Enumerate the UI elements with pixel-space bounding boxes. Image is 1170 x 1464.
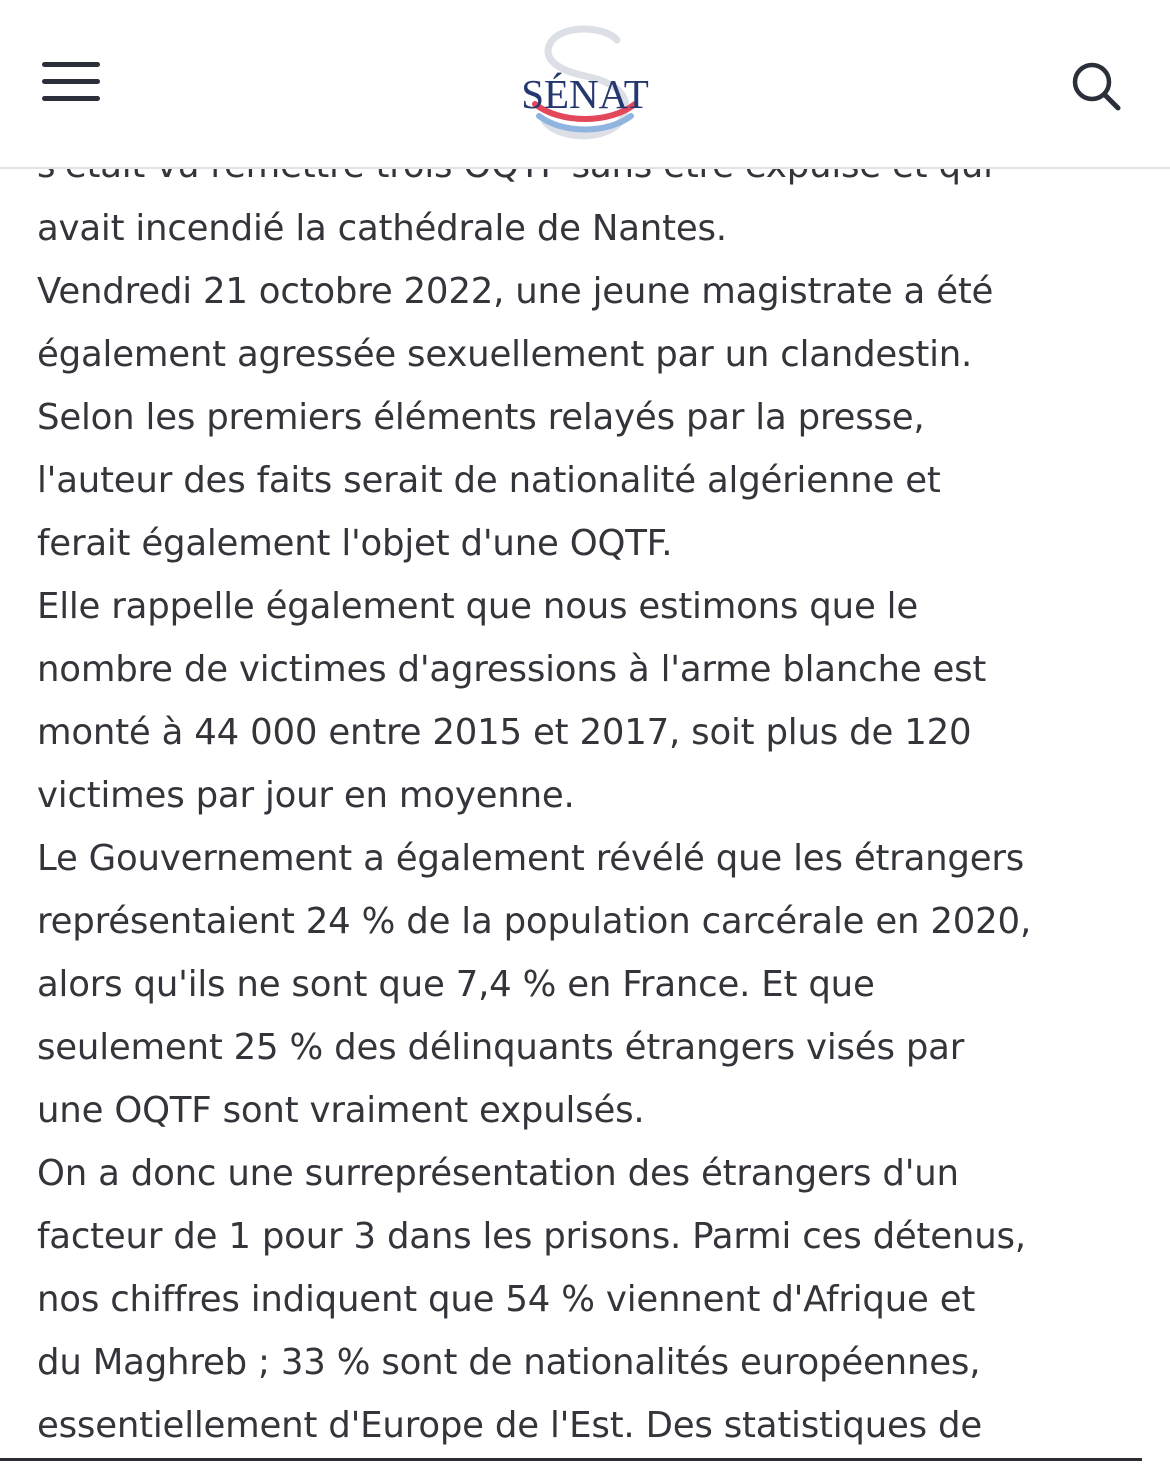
article-line: On a donc une surreprésentation des étrangers d'un <box>37 1153 959 1194</box>
article-line: représentaient 24 % de la population carcérale en 2020, <box>37 901 1032 942</box>
logo-text: SÉNAT <box>521 71 649 117</box>
top-header <box>0 0 1170 169</box>
hamburger-menu-icon[interactable] <box>40 58 102 108</box>
article-line: monté à 44 000 entre 2015 et 2017, soit plus de 120 <box>37 712 972 753</box>
article-line: seulement 25 % des délinquants étrangers visés par <box>37 1027 965 1068</box>
menu-bar <box>42 96 100 101</box>
article-line: Elle rappelle également que nous estimons que le <box>37 586 918 627</box>
menu-bar <box>42 79 100 84</box>
article-line: Selon les premiers éléments relayés par la presse, <box>37 397 925 438</box>
article-line: alors qu'ils ne sont que 7,4 % en France. Et que <box>37 964 875 1005</box>
menu-bar <box>42 62 100 67</box>
article-line: nos chiffres indiquent que 54 % viennent d'Afrique et <box>37 1279 976 1320</box>
article-line: ferait également l'objet d'une OQTF. <box>37 523 673 564</box>
article-line: Vendredi 21 octobre 2022, une jeune magistrate a été <box>37 271 994 312</box>
article-line: nombre de victimes d'agressions à l'arme blanche est <box>37 649 987 690</box>
article-line: également agressée sexuellement par un clandestin. <box>37 334 973 375</box>
senat-logo[interactable] <box>505 18 665 148</box>
article-line: du Maghreb ; 33 % sont de nationalités européennes, <box>37 1342 981 1383</box>
article-line: l'auteur des faits serait de nationalité algérienne et <box>37 460 941 501</box>
bottom-divider <box>0 1458 1142 1461</box>
search-icon[interactable] <box>1068 60 1128 112</box>
article-line: Le Gouvernement a également révélé que les étrangers <box>37 838 1025 879</box>
article-line: essentiellement d'Europe de l'Est. Des statistiques de <box>37 1405 983 1446</box>
article-line: une OQTF sont vraiment expulsés. <box>37 1090 645 1131</box>
article-line: facteur de 1 pour 3 dans les prisons. Parmi ces détenus, <box>37 1216 1026 1257</box>
article-line: avait incendié la cathédrale de Nantes. <box>37 208 727 249</box>
article-line: victimes par jour en moyenne. <box>37 775 575 816</box>
article-body <box>37 134 1137 1457</box>
